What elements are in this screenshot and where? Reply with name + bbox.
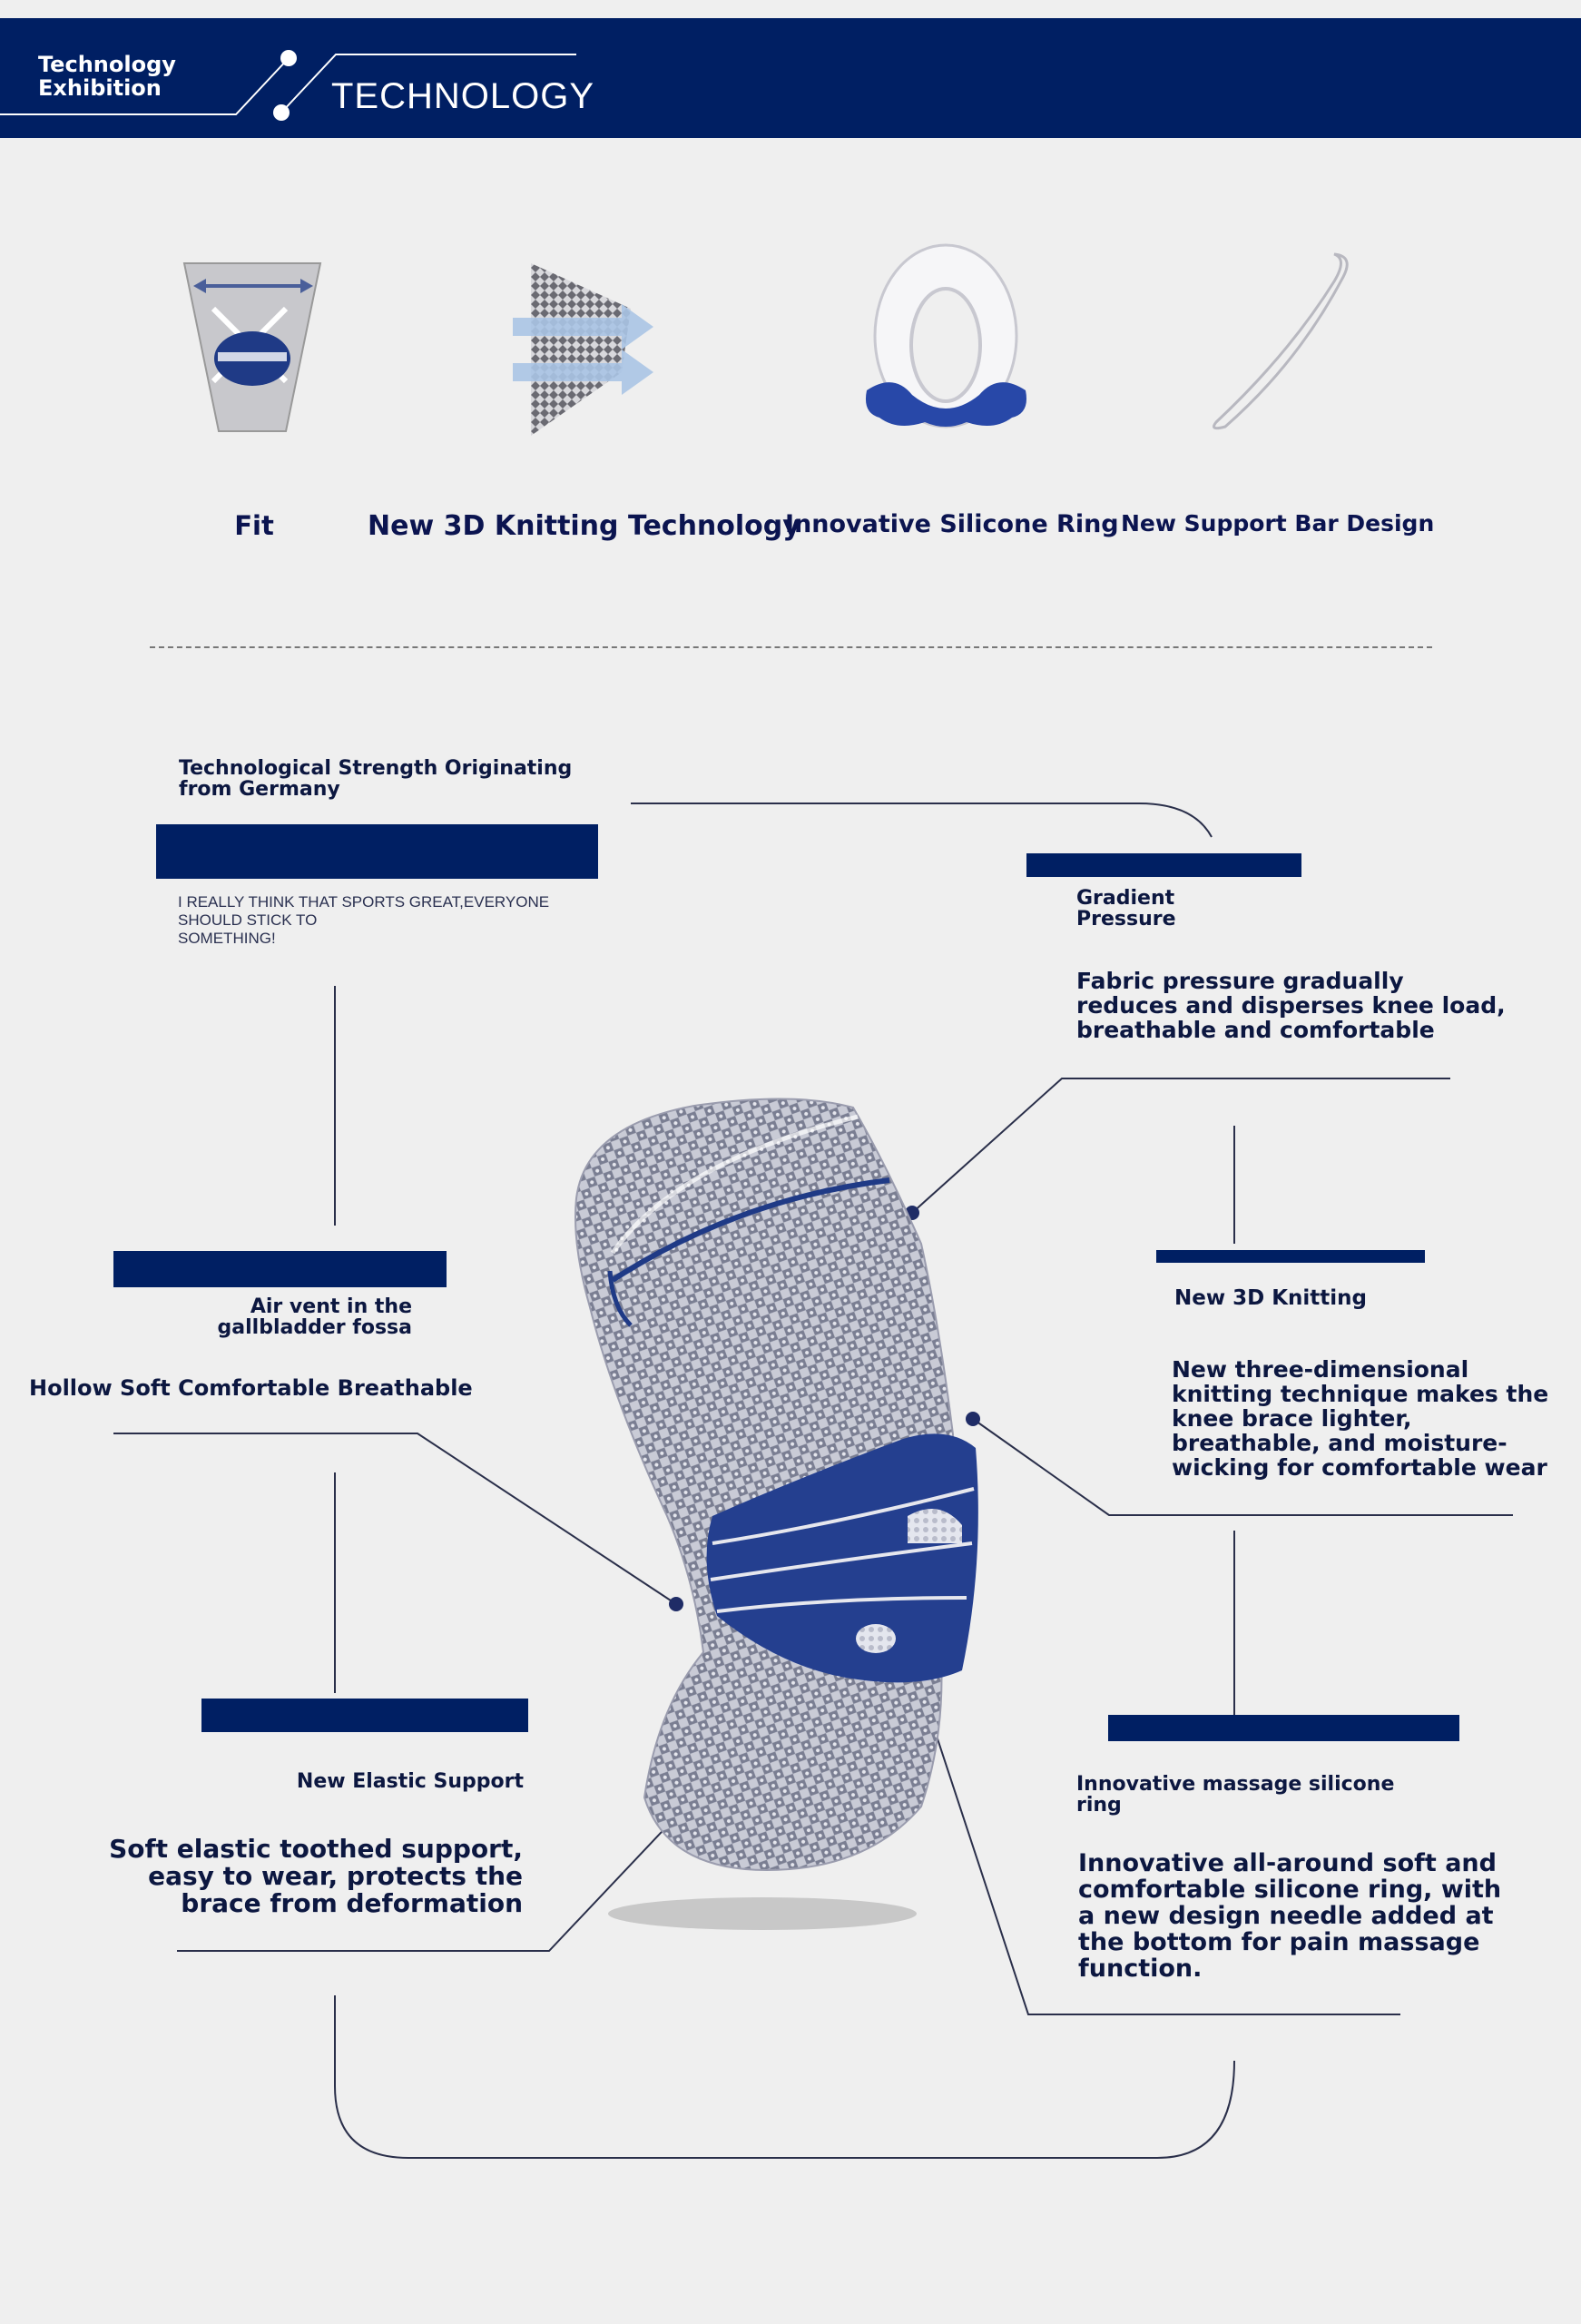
intro-slogan-line3: SOMETHING! xyxy=(178,930,276,947)
elastic-support-title: New Elastic Support xyxy=(296,1770,524,1793)
gradient-pressure-title-line1: Gradient xyxy=(1076,887,1175,910)
air-vent-bar xyxy=(113,1251,447,1287)
massage-desc-line: the bottom for pain massage xyxy=(1078,1928,1480,1956)
elastic-support-bar xyxy=(201,1699,528,1732)
knitting-desc xyxy=(1172,1357,1548,1480)
knee-brace-image xyxy=(558,1089,1003,1943)
massage-desc-line: a new design needle added at xyxy=(1078,1902,1494,1930)
elastic-desc-line: Soft elastic toothed support, xyxy=(109,1834,523,1864)
massage-ring-desc xyxy=(1078,1850,1501,1982)
knitting-desc-line: breathable, and moisture- xyxy=(1172,1430,1507,1456)
feature-label-3d-knitting: New 3D Knitting Technology xyxy=(368,510,800,542)
intro-title-line1: Technological Strength Originating xyxy=(179,757,573,780)
elastic-support-desc xyxy=(100,1836,523,1917)
massage-desc-line: Innovative all-around soft and xyxy=(1078,1849,1497,1877)
air-vent-desc: Hollow Soft Comfortable Breathable xyxy=(29,1375,473,1401)
knitting-desc-line: New three-dimensional xyxy=(1172,1356,1469,1383)
elastic-desc-line: brace from deformation xyxy=(181,1888,523,1918)
header-title: TECHNOLOGY xyxy=(331,76,595,116)
massage-ring-title xyxy=(1076,1774,1394,1816)
gradient-desc-line: breathable and comfortable xyxy=(1076,1017,1435,1043)
massage-ring-title-line1: Innovative massage silicone xyxy=(1076,1773,1395,1796)
gradient-desc-line: Fabric pressure gradually xyxy=(1076,968,1404,994)
feature-label-fit: Fit xyxy=(234,510,274,541)
knitting-desc-line: knitting technique makes the xyxy=(1172,1381,1549,1407)
intro-slogan-line1: I REALLY THINK THAT SPORTS GREAT,EVERYONE xyxy=(178,893,550,911)
gradient-desc-line: reduces and disperses knee load, xyxy=(1076,992,1506,1019)
gradient-pressure-bar xyxy=(1026,853,1301,877)
header-subtitle-line1: Technology xyxy=(38,52,176,77)
gradient-pressure-title xyxy=(1076,888,1176,930)
air-vent-title-line1: Air vent in the xyxy=(250,1295,412,1318)
massage-desc-line: function. xyxy=(1078,1955,1203,1983)
massage-ring-title-line2: ring xyxy=(1076,1794,1122,1817)
elastic-desc-line: easy to wear, protects the xyxy=(148,1861,523,1891)
gradient-pressure-title-line2: Pressure xyxy=(1076,908,1176,931)
knitting-desc-line: knee brace lighter, xyxy=(1172,1405,1412,1432)
knitting-desc-line: wicking for comfortable wear xyxy=(1172,1454,1547,1481)
intro-slogan-line2: SHOULD STICK TO xyxy=(178,911,318,929)
massage-ring-bar xyxy=(1108,1715,1459,1741)
knitting-bar xyxy=(1156,1250,1425,1263)
feature-label-silicone-ring: Innovative Silicone Ring xyxy=(785,510,1119,538)
air-vent-title-line2: gallbladder fossa xyxy=(217,1316,412,1339)
header-subtitle-line2: Exhibition xyxy=(38,75,162,101)
massage-desc-line: comfortable silicone ring, with xyxy=(1078,1876,1502,1904)
knitting-title: New 3D Knitting xyxy=(1174,1286,1367,1310)
feature-label-support-bar: New Support Bar Design xyxy=(1121,510,1435,537)
intro-title-line2: from Germany xyxy=(179,778,340,801)
air-vent-title xyxy=(209,1296,412,1338)
gradient-pressure-desc xyxy=(1076,969,1506,1042)
